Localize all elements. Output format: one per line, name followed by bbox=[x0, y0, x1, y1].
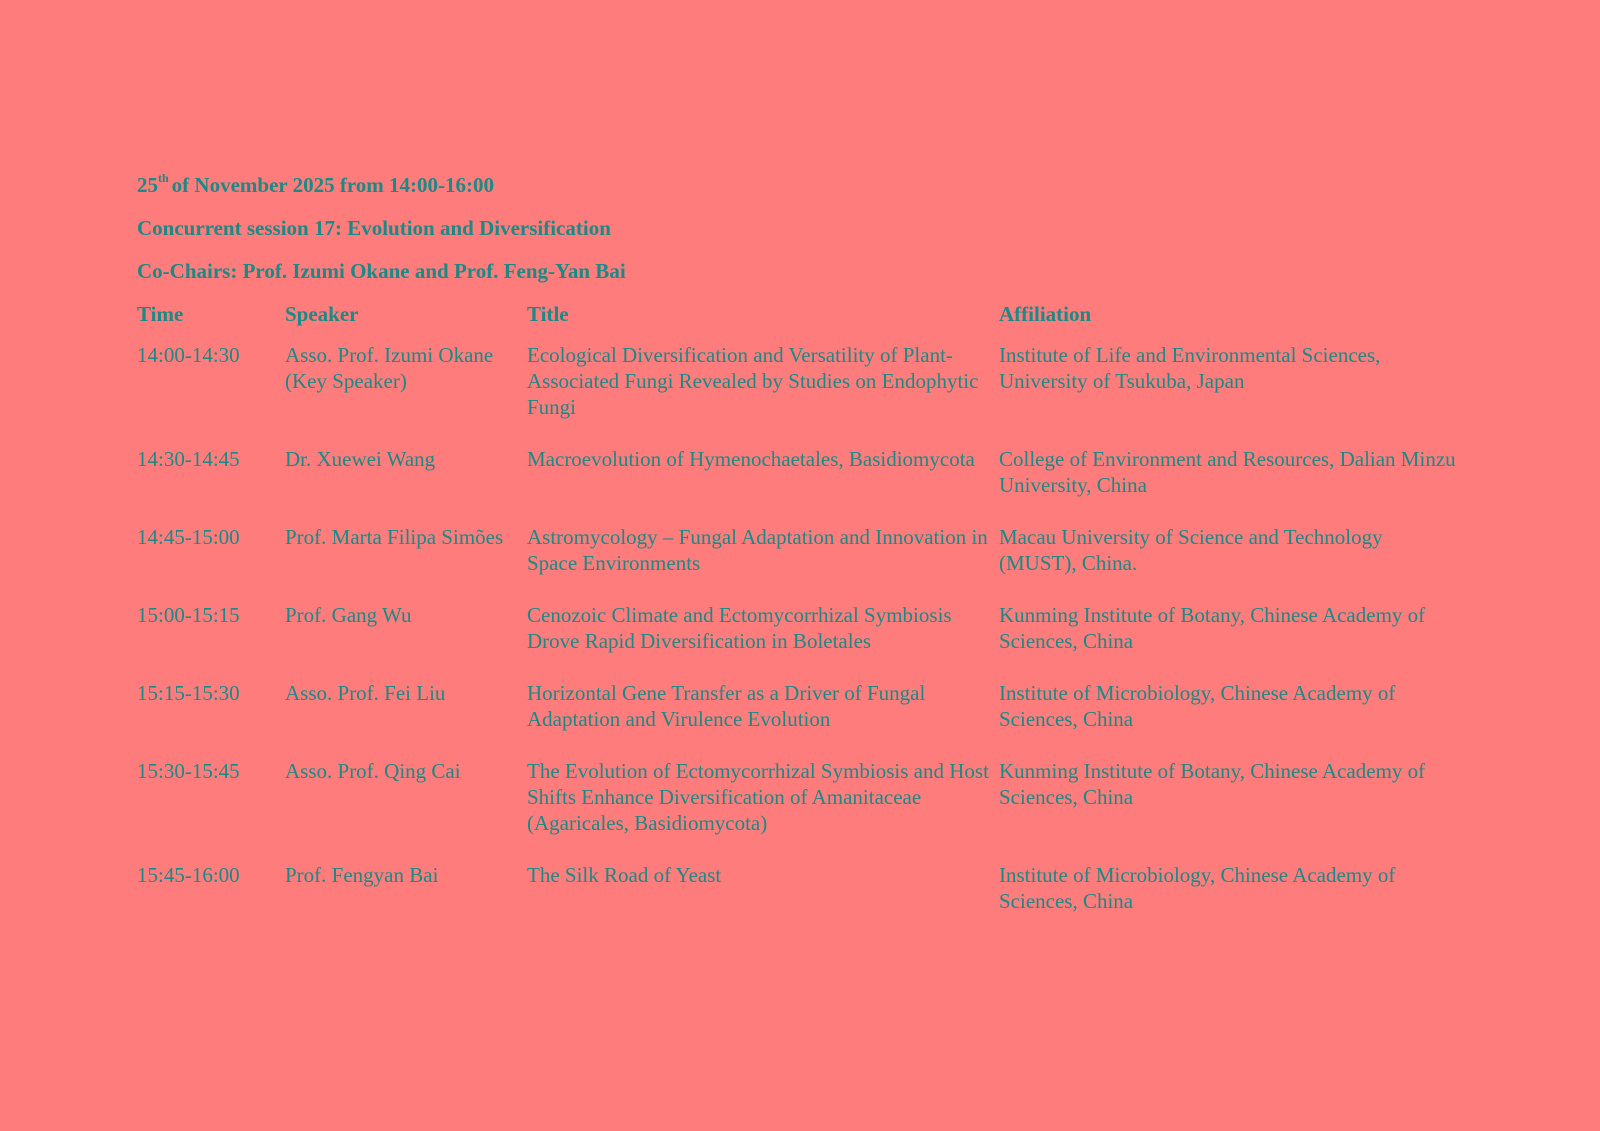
cell-affiliation: Institute of Microbiology, Chinese Academy of Sciences, China bbox=[999, 863, 1396, 913]
cell-time: 14:45-15:00 bbox=[137, 525, 240, 549]
cell-speaker: Asso. Prof. Qing Cai bbox=[285, 759, 461, 783]
cell-speaker: Dr. Xuewei Wang bbox=[285, 447, 436, 471]
table-row bbox=[137, 680, 1457, 758]
schedule-table bbox=[137, 302, 1457, 940]
cell-title: The Evolution of Ectomycorrhizal Symbiosis and Host Shifts Enhance Diversification of Amanitaceae (Agaricales, Basidiomycota) bbox=[527, 759, 989, 835]
table-row bbox=[137, 602, 1457, 680]
cell-speaker: Prof. Marta Filipa Simões bbox=[285, 525, 504, 549]
cell-speaker: Prof. Gang Wu bbox=[285, 603, 412, 627]
cell-affiliation: Kunming Institute of Botany, Chinese Academy of Sciences, China bbox=[999, 759, 1426, 809]
date-day: 25 bbox=[137, 173, 158, 197]
cell-speaker: Prof. Fengyan Bai bbox=[285, 863, 439, 887]
column-header-time: Time bbox=[137, 302, 184, 326]
cell-title: Horizontal Gene Transfer as a Driver of Fungal Adaptation and Virulence Evolution bbox=[527, 681, 926, 731]
date-ordinal-suffix: th bbox=[158, 171, 169, 185]
session-title: Concurrent session 17: Evolution and Diversification bbox=[137, 216, 611, 240]
cell-title: Astromycology – Fungal Adaptation and Innovation in Space Environments bbox=[527, 525, 988, 575]
table-row bbox=[137, 446, 1457, 524]
cell-affiliation: Institute of Microbiology, Chinese Academy of Sciences, China bbox=[999, 681, 1396, 731]
column-header-affiliation: Affiliation bbox=[999, 302, 1092, 326]
cell-speaker: Asso. Prof. Fei Liu bbox=[285, 681, 446, 705]
cell-time: 15:00-15:15 bbox=[137, 603, 240, 627]
cell-time: 15:30-15:45 bbox=[137, 759, 240, 783]
cell-time: 14:00-14:30 bbox=[137, 343, 240, 367]
cell-affiliation: Macau University of Science and Technology (MUST), China. bbox=[999, 525, 1383, 575]
session-co-chairs: Co-Chairs: Prof. Izumi Okane and Prof. Feng-Yan Bai bbox=[137, 259, 626, 283]
table-header-row bbox=[137, 302, 1457, 342]
cell-time: 14:30-14:45 bbox=[137, 447, 240, 471]
cell-affiliation: Institute of Life and Environmental Sciences, University of Tsukuba, Japan bbox=[999, 343, 1381, 393]
table-row bbox=[137, 342, 1457, 446]
cell-title: Ecological Diversification and Versatility of Plant-Associated Fungi Revealed by Studies on Endophytic Fungi bbox=[527, 343, 979, 419]
table-row bbox=[137, 524, 1457, 602]
cell-title: Macroevolution of Hymenochaetales, Basidiomycota bbox=[527, 447, 975, 471]
cell-title: Cenozoic Climate and Ectomycorrhizal Symbiosis Drove Rapid Diversification in Boletales bbox=[527, 603, 952, 653]
column-header-speaker: Speaker bbox=[285, 302, 359, 326]
cell-speaker: Asso. Prof. Izumi Okane (Key Speaker) bbox=[285, 343, 494, 393]
column-header-title: Title bbox=[527, 302, 569, 326]
session-date bbox=[137, 173, 494, 197]
cell-affiliation: Kunming Institute of Botany, Chinese Academy of Sciences, China bbox=[999, 603, 1426, 653]
date-rest: of November 2025 from 14:00-16:00 bbox=[171, 173, 494, 197]
table-row bbox=[137, 758, 1457, 862]
cell-time: 15:45-16:00 bbox=[137, 863, 240, 887]
cell-time: 15:15-15:30 bbox=[137, 681, 240, 705]
cell-title: The Silk Road of Yeast bbox=[527, 863, 722, 887]
table-row bbox=[137, 862, 1457, 940]
cell-affiliation: College of Environment and Resources, Dalian Minzu University, China bbox=[999, 447, 1456, 497]
